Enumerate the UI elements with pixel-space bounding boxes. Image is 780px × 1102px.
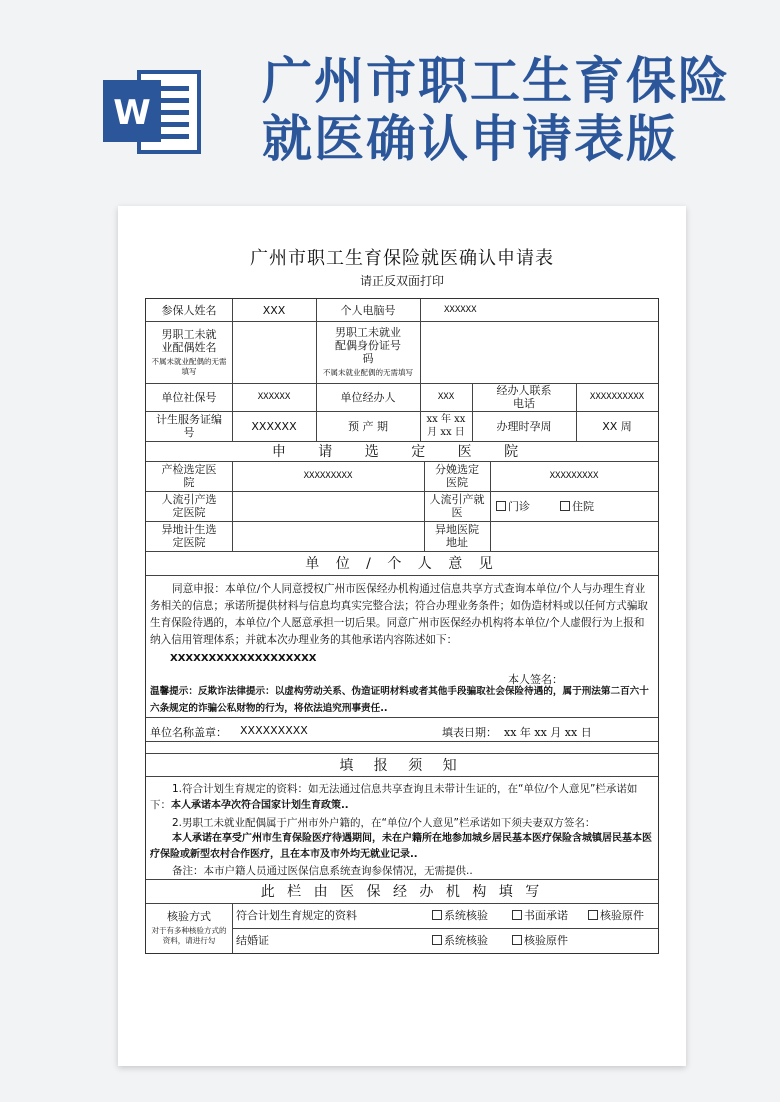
abortion-hospital-label: 人流引产选定医院	[161, 493, 217, 519]
written-commit-checkbox[interactable]: 书面承诺	[512, 909, 588, 922]
checkbox-icon	[512, 910, 522, 920]
fraud-warning: 温馨提示：反欺诈法律提示：以虚构劳动关系、伪造证明材料或者其他手段骗取社会保险待遇的，属于刑法第二百六十六条规定的诈骗公私财物的行为，将依法追究刑事责任..	[150, 686, 649, 714]
remote-hospital-label: 异地计生选定医院	[161, 523, 217, 549]
pregnancy-week-label: 办理时孕周	[496, 419, 552, 433]
system-verify-checkbox[interactable]: 系统核验	[432, 909, 512, 922]
marriage-cert-options	[432, 928, 658, 953]
due-date-label: 预 产 期	[348, 419, 388, 433]
abortion-type-label: 人流引产就医	[429, 493, 485, 519]
delivery-hospital-field[interactable]: XXXXXXXXX	[549, 470, 599, 481]
unit-ss-field[interactable]: XXXXXX	[257, 391, 291, 402]
stamp-field[interactable]: XXXXXXXXX	[240, 724, 308, 737]
notice-item-1-commitment: 本人承诺本孕次符合国家计划生育政策..	[171, 800, 349, 811]
pc-number-field[interactable]: XXXXXX	[444, 304, 477, 315]
form-subtitle: 请正反双面打印	[359, 274, 444, 288]
hospital-section-title: 申 请 选 定 医 院	[271, 444, 533, 460]
checkbox-icon	[432, 935, 442, 945]
name-field[interactable]: XXX	[262, 303, 286, 317]
signature-label: 本人签名：	[508, 673, 563, 686]
notice-item-1: 1.符合计划生育规定的资料：如无法通过信息共享查询且未带计生证的，在“单位/个人意见”栏承诺如下：本人承诺本孕次符合国家计划生育政策..	[150, 783, 638, 811]
pregnancy-week-field[interactable]: XX 周	[602, 419, 632, 433]
outpatient-checkbox[interactable]: 门诊	[496, 500, 530, 513]
prenatal-hospital-label: 产检选定医院	[161, 463, 217, 489]
spouse-name-field[interactable]	[232, 321, 316, 383]
form-paper	[118, 206, 686, 1066]
notice-item-2: 2.男职工未就业配偶属于广州市外户籍的，在“单位/个人意见”栏承诺如下须夫妻双方签名：	[172, 817, 596, 829]
family-cert-field[interactable]: XXXXXX	[251, 419, 297, 433]
agent-phone-field[interactable]: XXXXXXXXXX	[589, 391, 645, 402]
checkbox-icon	[588, 910, 598, 920]
unit-ss-label: 单位社保号	[161, 390, 217, 404]
marriage-original-verify-checkbox[interactable]: 核验原件	[512, 934, 568, 947]
family-cert-label: 计生服务证编号	[156, 413, 222, 439]
unit-agent-label: 单位经办人	[340, 390, 396, 404]
family-plan-doc-label: 符合计划生育规定的资料	[236, 909, 357, 922]
document-title: 广州市职工生育保险就医确认申请表版	[262, 52, 730, 168]
checkbox-icon	[512, 935, 522, 945]
spouse-id-label: 男职工未就业配偶身份证号码	[335, 326, 401, 365]
delivery-hospital-label: 分娩选定医院	[435, 463, 479, 489]
verify-method-note: 对于有多种核验方式的资料，请进行勾	[151, 926, 227, 945]
unit-agent-field[interactable]: XXX	[437, 391, 455, 402]
remote-address-label: 异地医院地址	[435, 523, 479, 549]
remote-address-field[interactable]	[490, 521, 658, 551]
word-document-icon	[103, 66, 203, 156]
stamp-label: 单位名称盖章：	[150, 726, 227, 739]
agent-phone-label: 经办人联系电话	[496, 384, 552, 410]
commitment-field[interactable]: XXXXXXXXXXXXXXXXXXX	[170, 653, 317, 664]
abortion-type-options	[490, 491, 664, 521]
checkbox-icon	[496, 501, 506, 511]
due-date-field[interactable]: xx 年 xx 月 xx 日	[426, 414, 466, 438]
checkbox-icon	[432, 910, 442, 920]
svg-text:W: W	[113, 93, 151, 133]
opinion-section-title: 单 位 / 个 人 意 见	[305, 556, 499, 572]
family-plan-doc-options	[432, 903, 658, 928]
spouse-name-note: 不属未就业配偶的无需填写	[151, 356, 227, 376]
date-field[interactable]: xx 年 xx 月 xx 日	[504, 726, 592, 739]
verify-method-cell	[146, 903, 232, 953]
spouse-id-label-cell	[316, 321, 420, 383]
inpatient-checkbox[interactable]: 住院	[560, 500, 594, 513]
remote-hospital-field[interactable]	[232, 521, 424, 551]
spouse-name-label-cell	[146, 321, 232, 383]
form-title: 广州市职工生育保险就医确认申请表	[250, 248, 554, 269]
checkbox-icon	[560, 501, 570, 511]
opinion-text: 同意申报：本单位/个人同意授权广州市医保经办机构通过信息共享方式查询本单位/个人与办理生育业务相关的信息；承诺所提供材料与信息均真实完整合法；符合办理业务条件；如伪造材料或以任何方式骗取生育保险待遇的，本单位/个人愿意承担一切后果。同意广州市医保经办机构将本单位/个人虚假行为上报和纳入信用管理体系；并就本次办理业务的其他承诺内容陈述如下：	[150, 583, 648, 646]
verify-method-label: 核验方式	[167, 910, 211, 923]
banner-header	[0, 0, 780, 190]
notice-section-title: 填 报 须 知	[339, 757, 465, 774]
pc-number-label: 个人电脑号	[340, 303, 396, 317]
notice-item-2-commitment: 本人承诺在享受广州市生育保险医疗待遇期间，未在户籍所在地参加城乡居民基本医疗保险含城镇居民基本医疗保险或新型农村合作医疗，且在本市及市外均无就业记录..	[150, 833, 652, 860]
notice-remark: 备注：本市户籍人员通过医保信息系统查询参保情况，无需提供..	[172, 865, 473, 877]
prenatal-hospital-field[interactable]: XXXXXXXXX	[303, 470, 353, 481]
original-verify-checkbox[interactable]: 核验原件	[588, 909, 644, 922]
spouse-id-note: 不属未就业配偶的无需填写	[323, 368, 413, 377]
agency-section-title: 此 栏 由 医 保 经 办 机 构 填 写	[260, 884, 544, 900]
spouse-id-field[interactable]	[420, 321, 658, 383]
name-label: 参保人姓名	[161, 303, 217, 317]
abortion-hospital-field[interactable]	[232, 491, 424, 521]
marriage-cert-label: 结婚证	[236, 934, 269, 947]
marriage-system-verify-checkbox[interactable]: 系统核验	[432, 934, 512, 947]
spouse-name-label: 男职工未就业配偶姓名	[161, 327, 217, 354]
application-form-table	[145, 298, 659, 954]
date-label: 填表日期：	[442, 726, 497, 739]
